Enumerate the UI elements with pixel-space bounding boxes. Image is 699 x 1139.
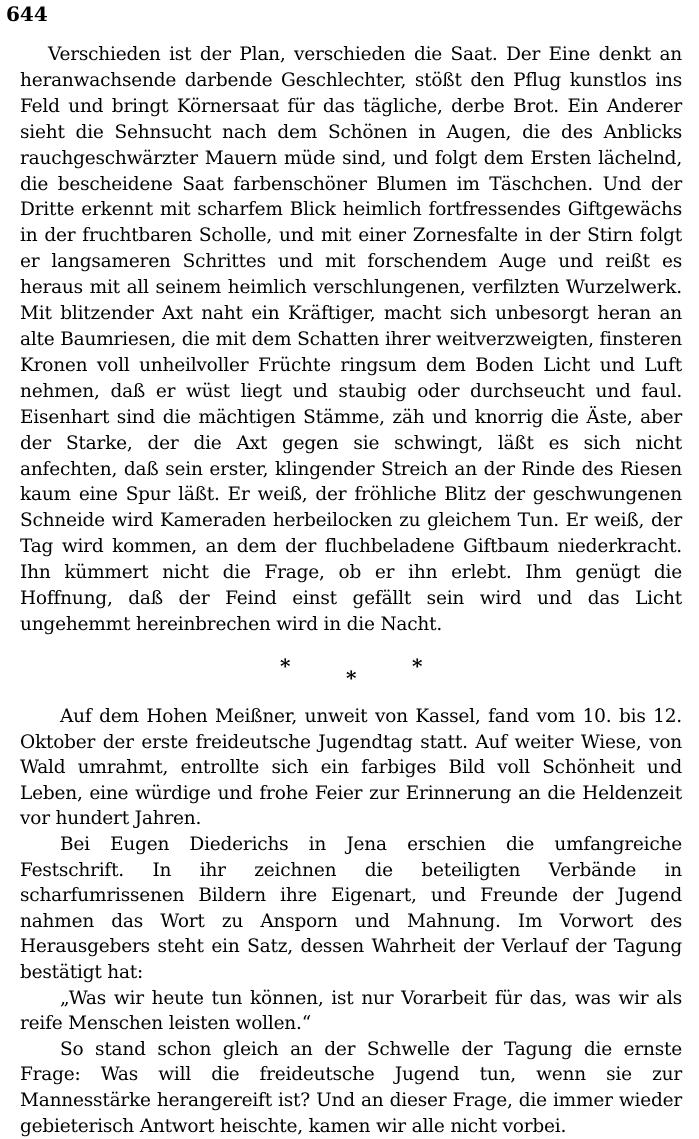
block-quote: „Was wir heute tun können, ist nur Vorarbeit für das, was wir als reife Menschen leisten wollen.“ <box>20 987 682 1035</box>
paragraph-festschrift: Bei Eugen Diederichs in Jena erschien die umfangreiche Festschrift. In ihr zeichnen die beteiligten Verbände in scharfumrissenen Bildern ihre Eigenart, und Freunde der Jugend nahmen das Wort zu Ansporn und Mahnung. Im Vorwort des Herausgebers steht ein Satz, dessen Wahrheit der Verlauf der Tagung bestätigt hat: <box>20 833 682 983</box>
paragraph-question: So stand schon gleich an der Schwelle der Tagung die ernste Frage: Was will die freideutsche Jugend tun, wenn sie zur Mannesstärke herangereift ist? Und an dieser Frage, die immer wieder gebieterisch Antwort heischte, kamen wir alle nicht vorbei. <box>20 1038 682 1137</box>
paragraph-meissner: Auf dem Hohen Meißner, unweit von Kassel, fand vom 10. bis 12. Oktober der erste freideutsche Jugendtag statt. Auf weiter Wiese, von Wald umrahmt, entrollte sich ein farbiges Bild voll Schönheit und Leben, eine würdige und frohe Feier zur Erinnerung an die Heldenzeit vor hundert Jahren. <box>20 706 682 830</box>
separator-asterisk: * <box>412 654 423 678</box>
page-number: 644 <box>6 2 48 26</box>
separator-asterisk: * <box>280 654 291 678</box>
section-separator <box>0 650 699 690</box>
separator-asterisk: * <box>346 666 357 690</box>
text-block-upper <box>20 42 682 638</box>
text-block-lower <box>20 704 682 1139</box>
paragraph-sowing: Verschieden ist der Plan, verschieden die Saat. Der Eine denkt an heranwachsende darbende Geschlechter, stößt den Pflug kunstlos ins Feld und bringt Körnersaat für das tägliche, derbe Brot. Ein Anderer sieht die Sehnsucht nach dem Schönen in Augen, die des Anblicks rauchgeschwärzter Mauern müde sind, und folgt dem Ersten lächelnd, die bescheidene Saat farbenschöner Blumen im Täschchen. Und der Dritte erkennt mit scharfem Blick heimlich fortfressendes Giftgewächs in der fruchtbaren Scholle, und mit einer Zornesfalte in der Stirn folgt er langsameren Schrittes und mit forschendem Auge und reißt es heraus mit all seinem heimlich verschlungenen, verfilzten Wurzelwerk. Mit blitzender Axt naht ein Kräftiger, macht sich unbesorgt heran an alte Baumriesen, die mit dem Schatten ihrer weitverzweigten, finsteren Kronen voll unheilvoller Früchte ringsum dem Boden Licht und Luft nehmen, daß er wüst liegt und staubig oder durchseucht und faul. Eisenhart sind die mächtigen Stämme, zäh und knorrig die Äste, aber der Starke, der die Axt gegen sie schwingt, läßt es sich nicht anfechten, daß sein erster, klingender Streich an der Rinde des Riesen kaum eine Spur läßt. Er weiß, der fröhliche Blitz der geschwungenen Schneide wird Kameraden herbeilocken zu gleichem Tun. Er weiß, der Tag wird kommen, an dem der fluchbeladene Giftbaum niederkracht. Ihn kümmert nicht die Frage, ob er ihn erlebt. Ihm genügt die Hoffnung, daß der Feind einst gefällt sein wird und das Licht ungehemmt hereinbrechen wird in die Nacht. <box>20 44 682 635</box>
